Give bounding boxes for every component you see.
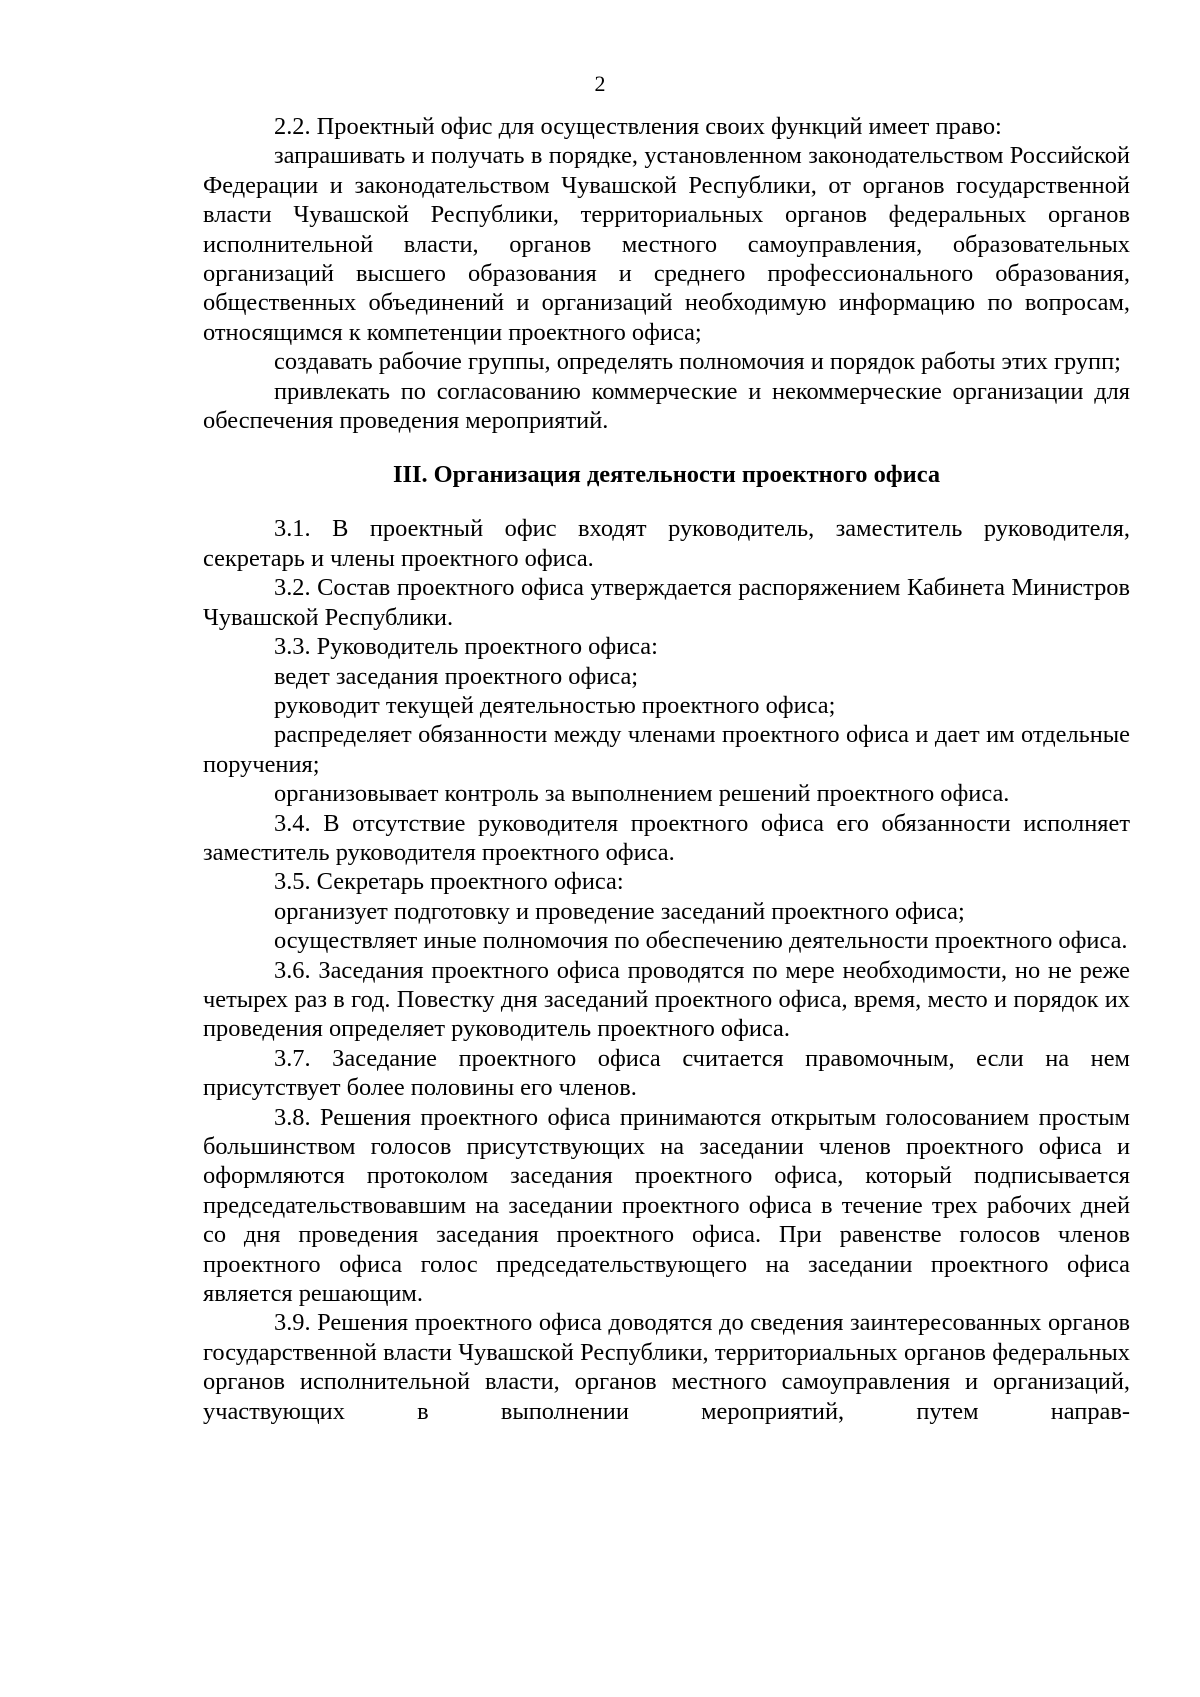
paragraph-3-7: 3.7. Заседание проектного офиса считается правомочным, если на нем присутствует более половины его членов. [203, 1044, 1130, 1102]
paragraph-3-3-item-duties: распределяет обязанности между членами проектного офиса и дает им отдельные поручения; [203, 721, 1130, 778]
paragraph-3-5-item-other-powers: осуществляет иные полномочия по обеспечению деятельности проектного офиса. [274, 927, 1128, 955]
paragraph-involve-organizations: привлекать по согласованию коммерческие и некоммерческие организации для обеспечения проведения мероприятий. [203, 377, 1130, 435]
paragraph-3-4: 3.4. В отсутствие руководителя проектного офиса его обязанности исполняет заместитель руководителя проектного офиса. [203, 809, 1130, 866]
paragraph-3-3-item-meetings: ведет заседания проектного офиса; [274, 662, 639, 690]
paragraph-working-groups: создавать рабочие группы, определять полномочия и порядок работы этих групп; [274, 348, 1121, 376]
paragraph-3-6: 3.6. Заседания проектного офиса проводятся по мере необходимости, но не реже четырех раз в год. Повестку дня заседаний проектного офиса, время, место и порядок их проведения определяет руководитель проектного офиса. [203, 956, 1130, 1043]
paragraph-3-5: 3.5. Секретарь проектного офиса: [274, 868, 624, 896]
paragraph-3-3: 3.3. Руководитель проектного офиса: [274, 633, 658, 661]
paragraph-3-5-item-preparation: организует подготовку и проведение заседаний проектного офиса; [274, 897, 965, 925]
paragraph-3-3-item-current-activity: руководит текущей деятельностью проектного офиса; [274, 691, 836, 719]
paragraph-3-8: 3.8. Решения проектного офиса принимаются открытым голосованием простым большинством голосов присутствующих на заседании членов проектного офиса и оформляются протоколом заседания проектного офиса, который подписывается председательствовавшим на заседании проектного офиса в течение трех рабочих дней со дня проведения заседания проектного офиса. При равенстве голосов членов проектного офиса голос председательствующего на заседании проектного офиса является решающим. [203, 1103, 1130, 1308]
paragraph-3-9: 3.9. Решения проектного офиса доводятся до сведения заинтересованных органов государственной власти Чувашской Республики, территориальных органов федеральных органов исполнительной власти, органов местного самоуправления и организаций, участвующих в выполнении мероприятий, путем направ- [203, 1309, 1130, 1425]
page-number: 2 [594, 71, 606, 96]
paragraph-3-3-item-control: организовывает контроль за выполнением решений проектного офиса. [274, 780, 1010, 808]
paragraph-2-2: 2.2. Проектный офис для осуществления своих функций имеет право: [274, 113, 1002, 140]
document-body [203, 112, 1130, 1426]
paragraph-3-2: 3.2. Состав проектного офиса утверждается распоряжением Кабинета Министров Чувашской Республики. [203, 574, 1130, 631]
paragraph-3-1: 3.1. В проектный офис входят руководитель, заместитель руководителя, секретарь и члены проектного офиса. [203, 515, 1130, 572]
paragraph-request-info: запрашивать и получать в порядке, установленном законодательством Российской Федерации и законодательством Чувашской Республики, от органов государственной власти Чувашской Республики, территориальных органов федеральных органов исполнительной власти, органов местного самоуправления, образовательных организаций высшего образования и среднего профессионального образования, общественных объединений и организаций необходимую информацию по вопросам, относящимся к компетенции проектного офиса; [203, 142, 1130, 346]
section-3-heading: III. Организация деятельности проектного офиса [392, 461, 941, 489]
